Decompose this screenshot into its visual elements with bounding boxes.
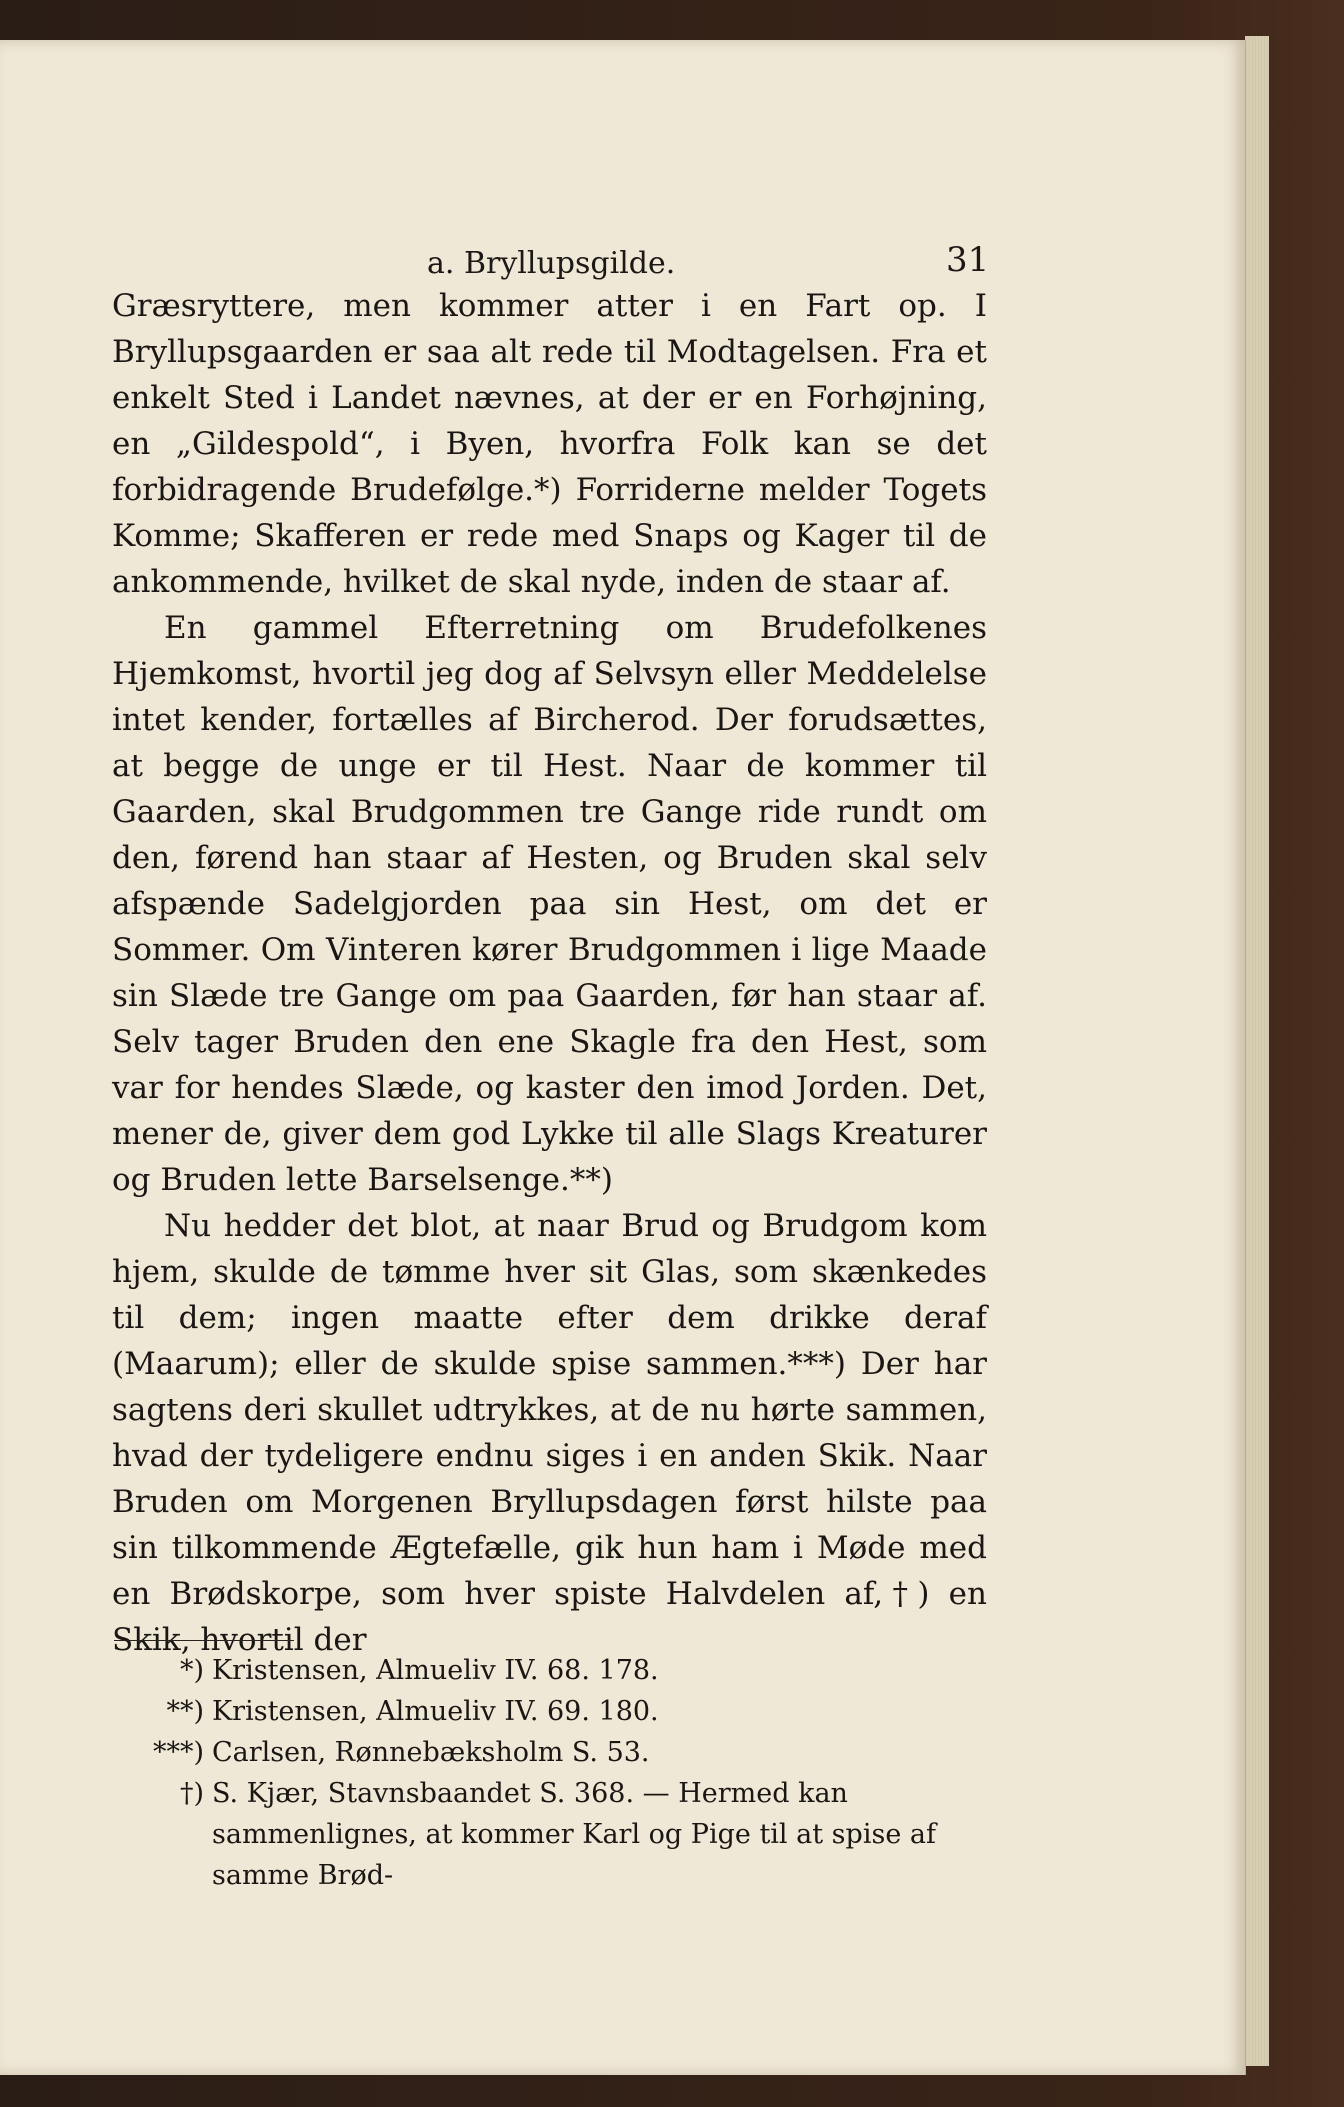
running-head: a. Bryllupsgilde.: [427, 246, 676, 281]
page-number: 31: [946, 240, 990, 280]
footnote-mark: **): [166, 1696, 204, 1727]
footnote: [112, 1773, 987, 1896]
footnote: [112, 1691, 987, 1732]
footnote-mark: ***): [152, 1737, 204, 1768]
paragraph: Nu hedder det blot, at naar Brud og Brudgom kom hjem, skulde de tømme hver sit Glas, som skænkedes til dem; ingen maatte efter dem drikke deraf (Maarum); eller de skulde spise sammen.***) Der har sagtens deri skullet udtrykkes, at de nu hørte sammen, hvad der tydeligere endnu siges i en anden Skik. Naar Bruden om Morgenen Bryllupsdagen først hilste paa sin tilkommende Ægtefælle, gik hun ham i Møde med en Brødskorpe, som hver spiste Halvdelen af,†) en Skik, hvortil der: [112, 1208, 987, 1658]
footnote: [112, 1732, 987, 1773]
footnote-divider: [114, 1640, 294, 1641]
paragraph: En gammel Efterretning om Brudefolkenes Hjemkomst, hvortil jeg dog af Selvsyn eller Meddelelse intet kender, fortælles af Bircherod. Der forudsættes, at begge de unge er til Hest. Naar de kommer til Gaarden, skal Brudgommen tre Gange ride rundt om den, førend han staar af Hesten, og Bruden skal selv afspænde Sadelgjorden paa sin Hest, om det er Sommer. Om Vinteren kører Brudgommen i lige Maade sin Slæde tre Gange om paa Gaarden, før han staar af. Selv tager Bruden den ene Skagle fra den Hest, som var for hendes Slæde, og kaster den imod Jorden. Det, mener de, giver dem god Lykke til alle Slags Kreaturer og Bruden lette Barselsenge.**): [112, 610, 987, 1198]
footnote-mark: *): [179, 1655, 204, 1686]
footnote-text: Kristensen, Almueliv IV. 68. 178.: [212, 1655, 659, 1686]
paragraph: Græsryttere, men kommer atter i en Fart op. I Bryllupsgaarden er saa alt rede til Modtagelsen. Fra et enkelt Sted i Landet nævnes, at der er en Forhøjning, en „Gildespold“, i Byen, hvorfra Folk kan se det forbidragende Brudefølge.*) Forriderne melder Togets Komme; Skafferen er rede med Snaps og Kager til de ankommende, hvilket de skal nyde, inden de staar af.: [112, 288, 987, 600]
footnotes: [112, 1650, 987, 1896]
page-edges: [1245, 36, 1269, 2066]
footnote-mark: †): [179, 1778, 204, 1809]
footnote-text: S. Kjær, Stavnsbaandet S. 368. — Hermed kan sammenlignes, at kommer Karl og Pige til at spise af samme Brød-: [212, 1778, 936, 1891]
footnote-text: Carlsen, Rønnebæksholm S. 53.: [212, 1737, 650, 1768]
body-text: [112, 283, 987, 1663]
footnote: [112, 1650, 987, 1691]
footnote-text: Kristensen, Almueliv IV. 69. 180.: [212, 1696, 659, 1727]
